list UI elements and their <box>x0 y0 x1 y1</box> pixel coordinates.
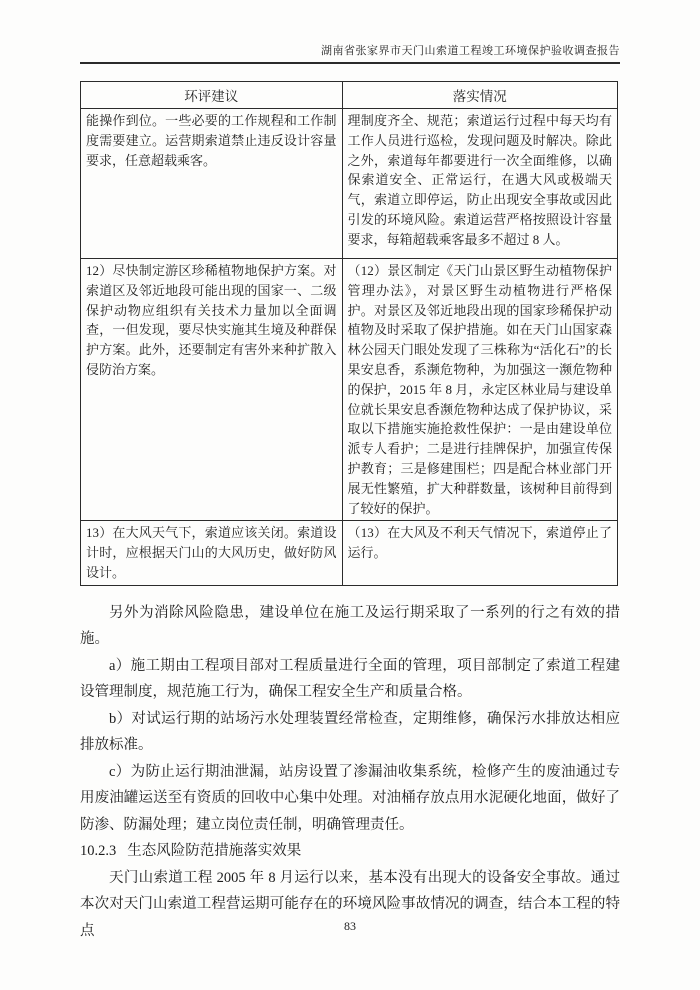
suggestion-cell: 13）在大风天气下，索道应该关闭。索道设计时，应根据天门山的大风历史，做好防风设计。 <box>81 521 343 585</box>
section-title: 生态风险防范措施落实效果 <box>127 843 302 860</box>
paragraph-c: c）为防止运行期油泄漏，站房设置了渗漏油收集系统，检修产生的废油通过专用废油罐运送至有资质的回收中心集中处理。对油桶存放点用水泥硬化地面，做好了防渗、防漏处理；建立岗位责任制，明确管理责任。 <box>80 763 620 833</box>
table-row <box>81 521 618 585</box>
suggestion-cell: 12）尽快制定游区珍稀植物地保护方案。对索道区及邻近地段可能出现的国家一、二级保护动物应组织有关技术力量加以全面调查，一但发现，要尽快实施其生境及种群保护方案。此外，还要制定有害外来种扩散入侵防治方案。 <box>81 259 343 521</box>
column-header-implementation: 落实情况 <box>342 82 617 109</box>
section-heading-10-2-3 <box>80 838 620 865</box>
page-header <box>80 42 620 64</box>
section-number: 10.2.3 <box>80 843 117 860</box>
paragraph-intro: 另外为消除风险隐患，建设单位在施工及运行期采取了一系列的行之有效的措施。 <box>80 604 620 648</box>
paragraph-a: a）施工期由工程项目部对工程质量进行全面的管理，项目部制定了索道工程建设管理制度，规范施工行为，确保工程安全生产和质量合格。 <box>80 657 620 701</box>
suggestion-cell: 能操作到位。一些必要的工作规程和工作制度需要建立。运营期索道禁止违反设计容量要求，任意超载乘客。 <box>81 109 343 259</box>
ei-suggestion-table <box>80 81 618 586</box>
implementation-cell: 理制度齐全、规范；索道运行过程中每天均有工作人员进行巡检，发现问题及时解决。除此之外，索道每年都要进行一次全面维修，以确保索道安全、正常运行，在遇大风或极端天气，索道立即停运，防止出现安全事故或因此引发的环境风险。索道运营严格按照设计容量要求，每箱超载乘客最多不超过 8 人。 <box>342 109 617 259</box>
header-title: 湖南省张家界市天门山索道工程竣工环境保护验收调查报告 <box>321 45 620 57</box>
paragraph-final: 天门山索道工程 2005 年 8 月运行以来，基本没有出现大的设备安全事故。通过本次对天门山索道工程营运期可能存在的环境风险事故情况的调查，结合本工程的特点 <box>80 869 620 939</box>
page-number: 83 <box>344 919 356 933</box>
body-text <box>80 600 620 945</box>
paragraph-b: b）对试运行期的站场污水处理装置经常检查，定期维修，确保污水排放达相应排放标准。 <box>80 710 620 754</box>
column-header-suggestion: 环评建议 <box>81 82 343 109</box>
table-header-row <box>81 82 618 109</box>
table-row <box>81 259 618 521</box>
implementation-cell: （12）景区制定《天门山景区野生动植物保护管理办法》，对景区野生动植物进行严格保护。对景区及邻近地段出现的国家珍稀保护动植物及时采取了保护措施。如在天门山国家森林公园天门眼处发现了三株称为“活化石”的长果安息香，系濒危物种，为加强这一濒危物种的保护，2015 年 8 月，永定区林业局与建设单位就长果安息香濒危物种达成了保护协议，采取以下措施实施抢救性保护：一是由建设单位派专人看护；二是进行挂牌保护，加强宣传保护教育；三是修建围栏；四是配合林业部门开展无性繁殖，扩大种群数量，该树种目前得到了较好的保护。 <box>342 259 617 521</box>
table-row <box>81 109 618 259</box>
implementation-cell: （13）在大风及不利天气情况下，索道停止了运行。 <box>342 521 617 585</box>
